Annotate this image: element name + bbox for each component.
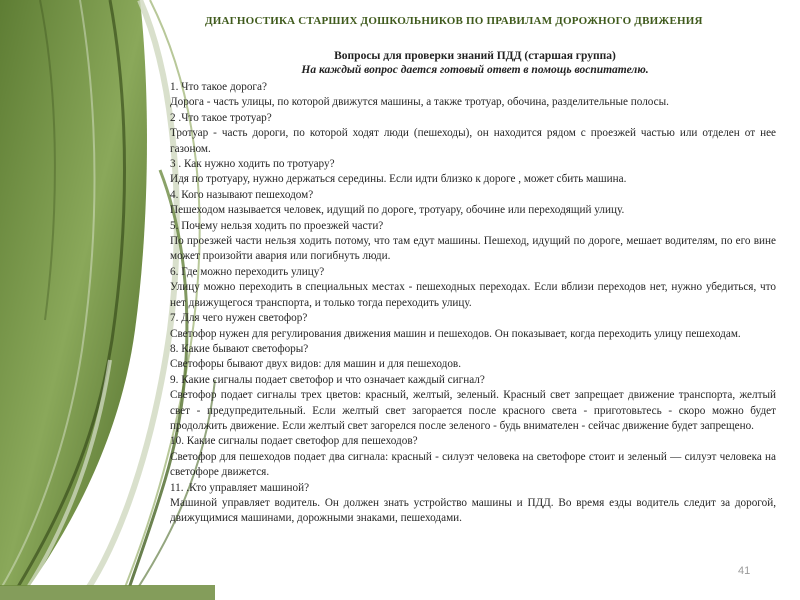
answer: Машиной управляет водитель. Он должен знать устройство машины и ПДД. Во время езды водитель следит за дорогой, движущимися машинами, дорожными знаками, пешеходами. <box>170 496 776 525</box>
question: 4. Кого называют пешеходом? <box>170 188 314 201</box>
answer: Светофор подает сигналы трех цветов: красный, желтый, зеленый. Красный свет запрещает движение транспорта, желтый свет - предупредительный. Если желтый свет загорается после красного света - приготовьтесь - скоро можно будет продолжить движение. Если желтый свет загорелся после зеленого - будь внимателен - сейчас движение будет запрещено. <box>170 389 776 432</box>
page-title: ДИАГНОСТИКА СТАРШИХ ДОШКОЛЬНИКОВ ПО ПРАВИЛАМ ДОРОЖНОГО ДВИЖЕНИЯ <box>205 15 703 27</box>
answer: Пешеходом называется человек, идущий по дороге, тротуару, обочине или переходящий улицу. <box>170 204 625 217</box>
page-number: 41 <box>738 565 751 577</box>
answer: Светофор нужен для регулирования движения машин и пешеходов. Он показывает, когда переходить улицу пешеходам. <box>170 327 741 340</box>
answer: Светофоры бывают двух видов: для машин и для пешеходов. <box>170 358 462 371</box>
question: 10. Какие сигналы подает светофор для пешеходов? <box>170 435 418 448</box>
answer: Тротуар - часть дороги, по которой ходят люди (пешеходы), он находится рядом с проезжей частью или отделен от нее газоном. <box>170 127 776 155</box>
answer: Дорога - часть улицы, по которой движутся машины, а также тротуар, обочина, разделительные полосы. <box>170 96 669 109</box>
question: 8. Какие бывают светофоры? <box>170 342 309 355</box>
question: 1. Что такое дорога? <box>170 81 267 93</box>
question: 11. .Кто управляет машиной? <box>170 481 310 494</box>
answer: Улицу можно переходить в специальных местах - пешеходных переходах. Если вблизи переходов нет, нужно убедиться, что нет движущегося транспорта, и только тогда переходить улицу. <box>170 281 776 309</box>
answer: Светофор для пешеходов подает два сигнала: красный - силуэт человека на светофоре стоит и зеленый — силуэт человека на светофоре движется. <box>170 450 776 479</box>
section-subtitle: Вопросы для проверки знаний ПДД (старшая группа) <box>334 50 616 62</box>
question: 7. Для чего нужен светофор? <box>170 312 308 325</box>
question: 2 .Что такое тротуар? <box>170 111 272 124</box>
question: 6. Где можно переходить улицу? <box>170 265 325 278</box>
question: 5. Почему нельзя ходить по проезжей части? <box>170 219 384 232</box>
question: 9. Какие сигналы подает светофор и что означает каждый сигнал? <box>170 373 485 386</box>
section-note: На каждый вопрос дается готовый ответ в помощь воспитателю. <box>301 64 649 76</box>
answer: По проезжей части нельзя ходить потому, что там едут машины. Пешеход, идущий по дороге, мешает водителям, по его вине может произойти авария или погибнуть люди. <box>170 235 776 263</box>
answer: Идя по тротуару, нужно держаться середины. Если идти близко к дороге , может сбить машина. <box>170 173 627 186</box>
qa-list <box>170 80 776 527</box>
question: 3 . Как нужно ходить по тротуару? <box>170 158 335 171</box>
